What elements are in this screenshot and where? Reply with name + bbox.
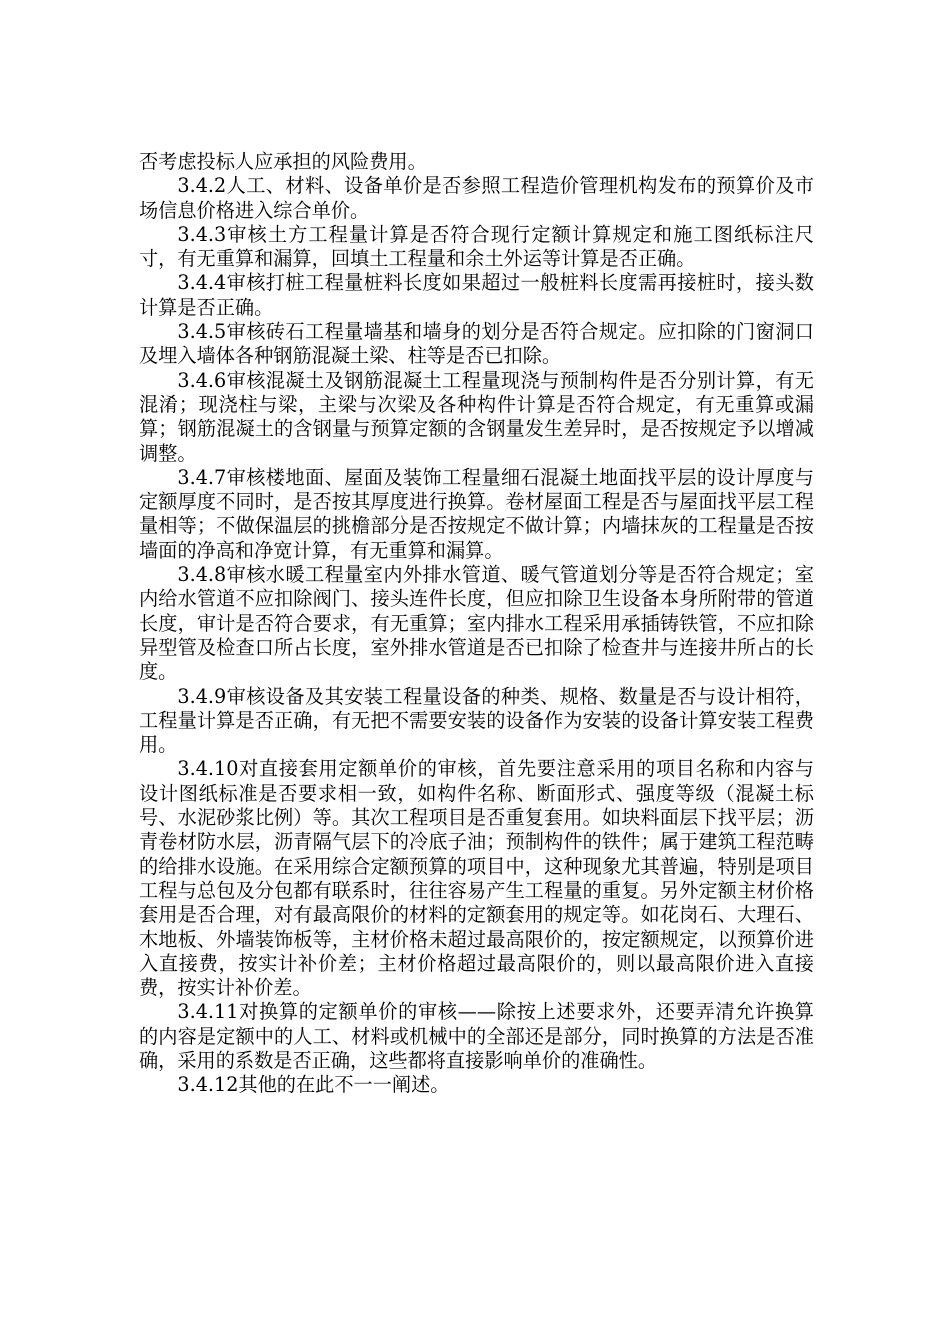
paragraph-3-4-7: 3.4.7审核楼地面、屋面及装饰工程量细石混凝土地面找平层的设计厚度与定额厚度不同时，是否按其厚度进行换算。卷材屋面工程是否与屋面找平层工程量相等；不做保温层的挑檐部分是否按规定不做计算；内墙抹灰的工程量是否按墙面的净高和净宽计算，有无重算和漏算。 (139, 465, 814, 562)
paragraph-3-4-4: 3.4.4审核打桩工程量桩料长度如果超过一般桩料长度需再接桩时，接头数计算是否正确。 (139, 271, 814, 319)
document-body (139, 150, 814, 1098)
paragraph-3-4-3: 3.4.3审核土方工程量计算是否符合现行定额计算规定和施工图纸标注尺寸，有无重算和漏算，回填土工程量和余土外运等计算是否正确。 (139, 222, 814, 271)
paragraph-3-4-10: 3.4.10对直接套用定额单价的审核，首先要注意采用的项目名称和内容与设计图纸标准是否要求相一致，如构件名称、断面形式、强度等级（混凝土标号、水泥砂浆比例）等。其次工程项目是否重复套用。如块料面层下找平层；沥青卷材防水层，沥青隔气层下的冷底子油；预制构件的铁件；属于建筑工程范畴的给排水设施。在采用综合定额预算的项目中，这种现象尤其普遍，特别是项目工程与总包及分包都有联系时，往往容易产生工程量的重复。另外定额主材价格套用是否合理，对有最高限价的材料的定额套用的规定等。如花岗石、大理石、木地板、外墙装饰板等，主材价格未超过最高限价的，按定额规定，以预算价进入直接费，按实计补价差；主材价格超过最高限价的，则以最高限价进入直接费，按实计补价差。 (139, 757, 814, 1000)
paragraph-3-4-11: 3.4.11对换算的定额单价的审核——除按上述要求外，还要弄清允许换算的内容是定额中的人工、材料或机械中的全部还是部分，同时换算的方法是否准确，采用的系数是否正确，这些都将直接影响单价的准确性。 (139, 1000, 814, 1072)
paragraph-3-4-8: 3.4.8审核水暖工程量室内外排水管道、暖气管道划分等是否符合规定；室内给水管道不应扣除阀门、接头连件长度，但应扣除卫生设备本身所附带的管道长度，审计是否符合要求，有无重算；室内排水工程采用承插铸铁管，不应扣除异型管及检查口所占长度，室外排水管道是否已扣除了检查井与连接井所占的长度。 (139, 563, 814, 684)
paragraph-3-4-2: 3.4.2人工、材料、设备单价是否参照工程造价管理机构发布的预算价及市场信息价格进入综合单价。 (139, 174, 814, 222)
paragraph-3-4-12: 3.4.12其他的在此不一一阐述。 (177, 1073, 450, 1097)
paragraph-risk-cost: 否考虑投标人应承担的风险费用。 (139, 150, 427, 173)
paragraph-3-4-5: 3.4.5审核砖石工程量墙基和墙身的划分是否符合规定。应扣除的门窗洞口及埋入墙体各种钢筋混凝土梁、柱等是否已扣除。 (139, 320, 814, 368)
paragraph-3-4-6: 3.4.6审核混凝土及钢筋混凝土工程量现浇与预制构件是否分别计算，有无混淆；现浇柱与梁，主梁与次梁及各种构件计算是否符合规定，有无重算或漏算；钢筋混凝土的含钢量与预算定额的含钢量发生差异时，是否按规定予以增减调整。 (139, 368, 814, 465)
paragraph-3-4-9: 3.4.9审核设备及其安装工程量设备的种类、规格、数量是否与设计相符，工程量计算是否正确，有无把不需要安装的设备作为安装的设备计算安装工程费用。 (139, 684, 814, 757)
